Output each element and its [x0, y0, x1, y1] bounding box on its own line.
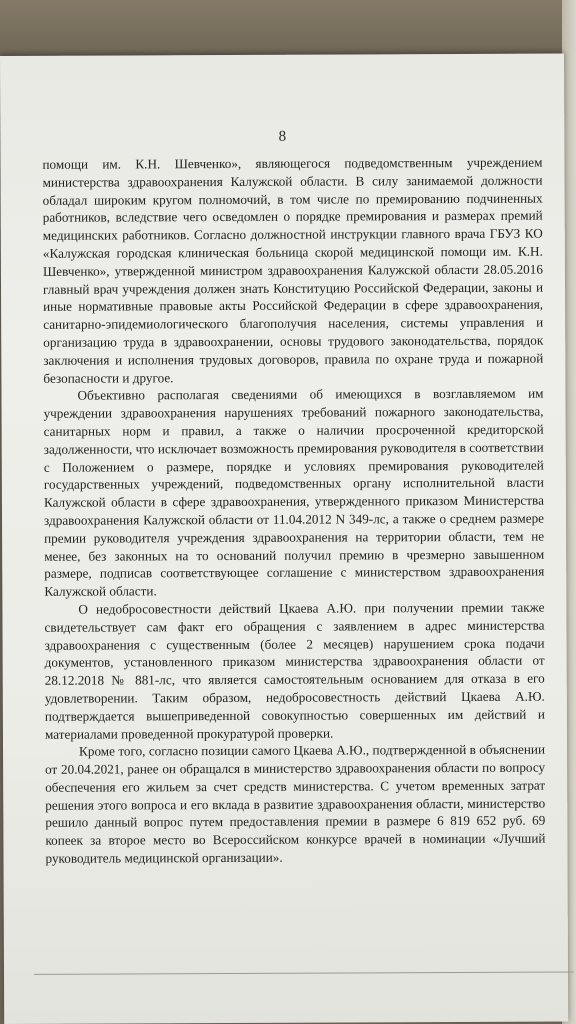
document-body: [42, 154, 545, 868]
paragraph-3: О недобросовестности действий Цкаева А.Ю. при получении премии также свидетельствует сам факт его обращения с заявлением в адрес министерства здравоохранения с существенным (более 2 месяцев) нарушением срока подачи документов, установленного приказом министерства здравоохранения области от 28.12.2018 № 881-лс, что является самостоятельным основанием для отказа в его удовлетворении. Таким образом, недобросовестность действий Цкаева А.Ю. подтверждается вышеприведенной совокупностью совершенных им действий и материалами проведенной прокуратурой проверки.: [44, 599, 545, 742]
paragraph-2: Объективно располагая сведениями об имеющихся в возглавляемом им учреждении здравоохранения нарушениях требований пожарного законодательства, санитарных норм и правил, а также о наличии просроченной кредиторской задолженности, что исключает возможность премирования руководителя в соответствии с Положением о размере, порядке и условиях премирования руководителей государственных учреждений, подведомственных органу исполнительной власти Калужской области в сфере здравоохранения, утвержденного приказом Министерства здравоохранения Калужской области от 11.04.2012 N 349-лс, а также о среднем размере премии руководителя учреждения здравоохранения на территории области, тем не менее, без законных на то оснований получил премию в чрезмерно завышенном размере, подписав соответствующее соглашение с министерством здравоохранения Калужской области.: [43, 385, 545, 599]
paragraph-4: Кроме того, согласно позиции самого Цкаева А.Ю., подтвержденной в объяснении от 20.04.2021, ранее он обращался в министерство здравоохранения области по вопросу обеспечения его жильем за счет средств министерства. С учетом временных затрат решения этого вопроса и его вклада в развитие здравоохранения области, министерство решило данный вопрос путем предоставления премии в размере 6 819 652 руб. 69 копеек за второе место во Всероссийском конкурсе врачей в номинации «Лучший руководитель медицинской организации».: [45, 741, 546, 866]
document-page: [0, 54, 568, 1024]
page-number: 8: [278, 128, 287, 145]
paragraph-1: помощи им. К.Н. Шевченко», являющегося подведомственным учреждением министерства здравоохранения Калужской области. В силу занимаемой должности обладал широким кругом полномочий, в том числе по премированию подчиненных работников, вследствие чего осведомлен о порядке премирования и размерах премий медицинских работников. Согласно должностной инструкции главного врача ГБУЗ КО «Калужская городская клиническая больница скорой медицинской помощи им. К.Н. Шевченко», утвержденной министром здравоохранения Калужской области 28.05.2016 главный врач учреждения должен знать Конституцию Российской Федерации, законы и иные нормативные правовые акты Российской Федерации в сфере здравоохранения, санитарно-эпидемиологического благополучия населения, системы управления и организацию труда в здравоохранении, основы трудового законодательства, порядок заключения и исполнения трудовых договоров, правила по охране труда и пожарной безопасности и другое.: [42, 154, 544, 386]
bottom-divider: [34, 972, 574, 975]
